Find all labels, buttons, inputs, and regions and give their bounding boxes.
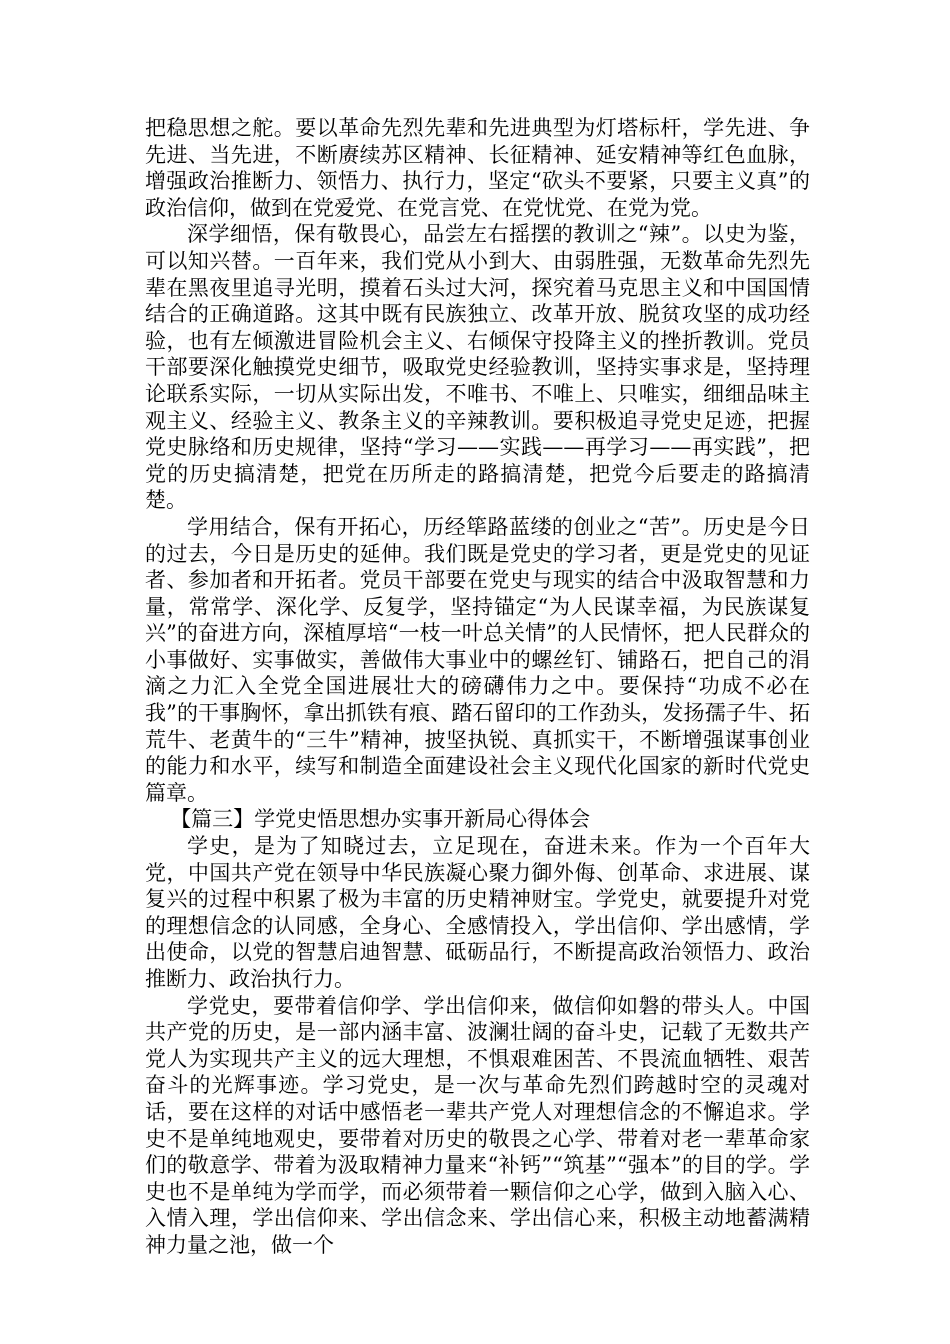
paragraph-learning-history: 学史，是为了知晓过去，立足现在，奋进未来。作为一个百年大党，中国共产党在领导中华民族凝心聚力御外侮、创革命、求进展、谋复兴的过程中积累了极为丰富的历史精神财宝。学党史，就要提升对党的理想信念的认同感，全身心、全感情投入，学出信仰、学出感情，学出使命，以党的智慧启迪智慧、砥砺品行，不断提高政治领悟力、政治推断力、政治执行力。 [145,834,810,991]
paragraph-continued: 把稳思想之舵。要以革命先烈先辈和先进典型为灯塔标杆，学先进、争先进、当先进，不断赓续苏区精神、长征精神、延安精神等红色血脉，增强政治推断力、领悟力、执行力，坚定“砍头不要紧，只要主义真”的政治信仰，做到在党爱党、在党言党、在党忧党、在党为党。 [145,116,810,220]
paragraph-study-and-apply: 学用结合，保有开拓心，历经筚路蓝缕的创业之“苦”。历史是今日的过去，今日是历史的延伸。我们既是党史的学习者，更是党史的见证者、参加者和开拓者。党员干部要在党史与现实的结合中汲取智慧和力量，常常学、深化学、反复学，坚持锚定“为人民谋幸福，为民族谋复兴”的奋进方向，深植厚培“一枝一叶总关情”的人民情怀，把人民群众的小事做好、实事做实，善做伟大事业中的螺丝钉、铺路石，把自己的涓滴之力汇入全党全国进展壮大的磅礴伟力之中。要保持“功成不必在我”的干事胸怀，拿出抓铁有痕、踏石留印的工作劲头，发扬孺子牛、拓荒牛、老黄牛的“三牛”精神，披坚执锐、真抓实干，不断增强谋事创业的能力和水平，续写和制造全面建设社会主义现代化国家的新时代党史篇章。 [145,514,810,805]
paragraph-deep-study: 深学细悟，保有敬畏心，品尝左右摇摆的教训之“辣”。以史为鉴，可以知兴替。一百年来，我们党从小到大、由弱胜强，无数革命先烈先辈在黑夜里追寻光明，摸着石头过大河，探究着马克思主义和中国国情结合的正确道路。这其中既有民族独立、改革开放、脱贫攻坚的成功经验，也有左倾激进冒险机会主义、右倾保守投降主义的挫折教训。党员干部要深化触摸党史细节，吸取党史经验教训，坚持实事求是，坚持理论联系实际，一切从实际出发，不唯书、不唯上、只唯实，细细品味主观主义、经验主义、教条主义的辛辣教训。要积极追寻党史足迹，把握党史脉络和历史规律，坚持“学习——实践——再学习——再实践”，把党的历史搞清楚，把党在历所走的路搞清楚，把党今后要走的路搞清楚。 [145,222,810,513]
paragraph-faith: 学党史，要带着信仰学、学出信仰来，做信仰如磐的带头人。中国共产党的历史，是一部内涵丰富、波澜壮阔的奋斗史，记载了无数共产党人为实现共产主义的远大理想，不惧艰难困苦、不畏流血牺牲、艰苦奋斗的光辉事迹。学习党史，是一次与革命先烈们跨越时空的灵魂对话，要在这样的对话中感悟老一辈共产党人对理想信念的不懈追求。学史不是单纯地观史，要带着对历史的敬畏之心学、带着对老一辈革命家们的敬意学、带着为汲取精神力量来“补钙”“筑基”“强本”的目的学。学史也不是单纯为学而学，而必须带着一颗信仰之心学，做到入脑入心、入情入理，学出信仰来、学出信念来、学出信心来，积极主动地蓄满精神力量之池，做一个 [145,993,810,1257]
section-heading-part-three: 【篇三】学党史悟思想办实事开新局心得体会 [170,807,591,832]
document-body [145,115,810,1259]
